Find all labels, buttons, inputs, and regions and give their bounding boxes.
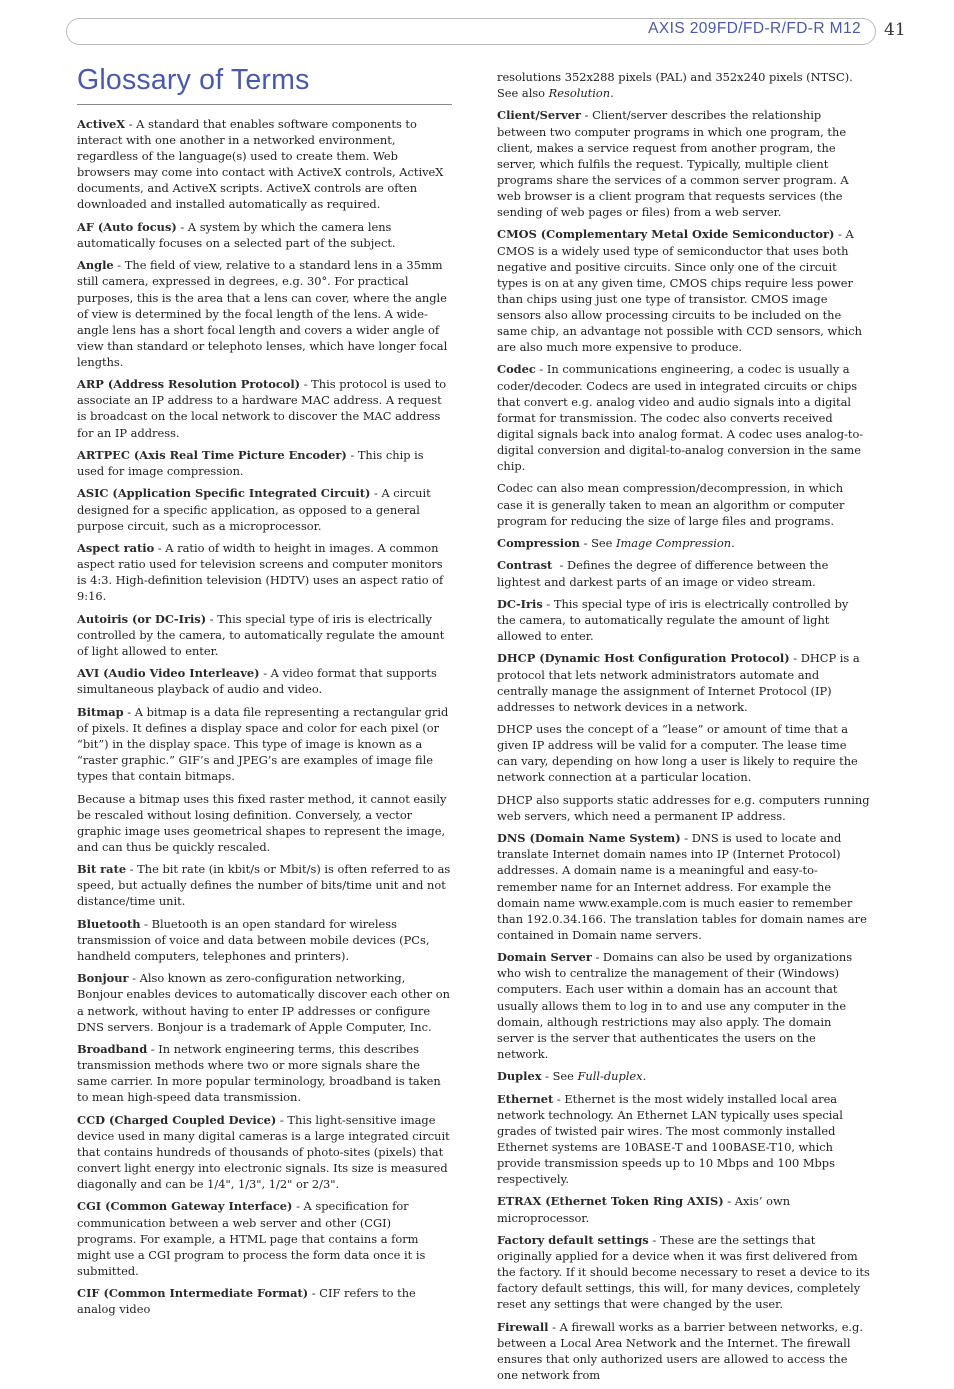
glossary-term: Autoiris (or DC-Iris) — [77, 611, 207, 626]
term-separator: - — [581, 108, 593, 123]
glossary-entry — [497, 650, 870, 714]
glossary-definition: See — [552, 1069, 578, 1084]
term-separator: - — [789, 651, 801, 666]
glossary-term: Firewall — [497, 1319, 549, 1334]
glossary-term: ARTPEC (Axis Real Time Picture Encoder) — [77, 447, 347, 462]
glossary-term: Bonjour — [77, 971, 129, 986]
glossary-entry — [497, 596, 870, 644]
term-separator: - — [591, 950, 603, 965]
glossary-definition: Codec can also mean compression/decompression, in which case it is generally taken to mean an algorithm or computer program for reducing the size of large files and programs. — [497, 481, 845, 528]
cross-reference: Resolution — [548, 86, 611, 101]
term-separator: - — [308, 1286, 320, 1301]
glossary-entry — [497, 1193, 870, 1225]
glossary-definition: See — [591, 536, 616, 551]
glossary-definition: A specification for communication between a web server and other (CGI) programs. For example, a HTML page that contains a form might use a CGI program to process the form data once it is submitted. — [77, 1199, 426, 1278]
term-separator: - — [346, 447, 358, 462]
glossary-term: CGI (Common Gateway Interface) — [77, 1199, 293, 1214]
term-separator: - — [113, 258, 125, 273]
glossary-entry — [77, 1112, 451, 1192]
glossary-entry — [77, 540, 451, 604]
glossary-definition: A circuit designed for a specific application, as opposed to a general purpose circuit, such as a microprocessor. — [77, 486, 431, 533]
glossary-entry — [497, 1319, 870, 1383]
glossary-entry — [497, 107, 870, 220]
glossary-definition: This light-sensitive image device used in many digital cameras is a large integrated circuit that contains hundreds of thousands of photo-sites (pixels) that convert light energy into electronic signals. Its size is measured diagonally and can be 1/4", 1/3", 1/2" or 2/3". — [77, 1112, 450, 1192]
glossary-entry — [77, 1198, 451, 1278]
term-separator: - — [147, 1042, 159, 1057]
glossary-entry — [497, 557, 870, 589]
glossary-term: Angle — [77, 258, 114, 273]
glossary-definition: The bit rate (in kbit/s or Mbit/s) is often referred to as speed, but actually defines the number of bits/time unit and not distance/time unit. — [77, 862, 451, 909]
term-separator: - — [140, 916, 152, 931]
glossary-term: DHCP (Dynamic Host Configuration Protocol) — [497, 651, 790, 666]
glossary-definition: This protocol is used to associate an IP address to a hardware MAC address. A request is broadcast on the local network to discover the MAC address for an IP address. — [77, 377, 447, 440]
glossary-term: ARP (Address Resolution Protocol) — [77, 377, 301, 392]
glossary-entry — [497, 792, 870, 824]
glossary-definition: Ethernet is the most widely installed local area network technology. An Ethernet LAN typically uses special grades of twisted pair wires. The most commonly installed Ethernet systems are 10BASE-T and 100BASE-T10, which provide transmission speeds up to 10 Mbps and 100 Mbps respectively. — [497, 1091, 843, 1187]
term-separator: - — [648, 1232, 660, 1247]
glossary-term: Compression — [497, 536, 580, 551]
glossary-definition: DHCP uses the concept of a “lease” or amount of time that a given IP address will be valid for a computer. The lease time can vary, depending on how long a user is likely to require the network connection at a particular location. — [497, 722, 858, 785]
glossary-entry — [77, 791, 451, 855]
glossary-entry — [77, 485, 451, 533]
glossary-entry — [77, 116, 451, 213]
glossary-entry — [497, 535, 870, 551]
glossary-term: ASIC (Application Specific Integrated Circuit) — [77, 486, 371, 501]
cross-reference: Image Compression — [615, 536, 732, 551]
glossary-definition: DHCP is a protocol that lets network administrators automate and centrally manage the assignment of Internet Protocol (IP) addresses to network devices in a network. — [497, 651, 860, 714]
term-separator: - — [723, 1194, 735, 1209]
glossary-term: Broadband — [77, 1042, 148, 1057]
glossary-entry — [497, 1232, 870, 1312]
glossary-entry — [77, 219, 451, 251]
page-number: 41 — [884, 20, 906, 40]
title-rule — [77, 104, 452, 105]
term-separator: - — [176, 219, 188, 234]
term-separator: - — [579, 536, 592, 551]
glossary-definition: A bitmap is a data file representing a rectangular grid of pixels. It defines a display space and color for each pixel (or “bit”) in the display space. This type of image is known as a “raster graphic.” GIF’s and JPEG’s are examples of image file types that contain bitmaps. — [77, 704, 449, 784]
glossary-definition: In communications engineering, a codec is usually a coder/decoder. Codecs are used in integrated circuits or chips that convert e.g. analog video and audio signals into a digital format for transmission. The codec also converts received digital signals back into analog format. A codec uses analog-to-digital conversion and digital-to-analog conversion in the same chip. — [497, 362, 864, 474]
term-separator: - — [535, 362, 547, 377]
glossary-entry — [77, 704, 451, 784]
glossary-term: ETRAX (Ethernet Token Ring AXIS) — [497, 1194, 724, 1209]
glossary-definition: resolutions 352x288 pixels (PAL) and 352x240 pixels (NTSC). See also — [497, 70, 853, 101]
page-title: Glossary of Terms — [77, 64, 310, 96]
glossary-term: ActiveX — [77, 117, 126, 131]
glossary-entry — [497, 69, 870, 101]
glossary-term: Domain Server — [497, 950, 592, 965]
glossary-definition: In network engineering terms, this describes transmission methods where two or more signals share the same carrier. In more popular terminology, broadband is taken to mean high-speed data transmission. — [77, 1042, 441, 1105]
glossary-entry — [77, 916, 451, 964]
glossary-term: CCD (Charged Coupled Device) — [77, 1112, 277, 1127]
glossary-entry — [497, 1091, 870, 1188]
glossary-definition: CIF refers to the analog video — [77, 1286, 416, 1317]
term-separator: - — [125, 117, 137, 131]
term-separator: - — [154, 541, 166, 556]
glossary-definition: DNS is used to locate and translate Internet domain names into IP (Internet Protocol) addresses. A domain name is a meaningful and easy-to-remember name for an Internet address. For example the domain name www.example.com is much easier to remember than 192.0.34.166. The translation tables for domain names are contained in Domain name servers. — [497, 831, 867, 942]
glossary-column-left — [77, 116, 451, 1324]
term-separator: - — [276, 1112, 288, 1127]
term-separator: - — [128, 971, 140, 986]
glossary-definition: A CMOS is a widely used type of semiconductor that uses both negative and positive circuits. Since only one of the circuit types is on at any given time, CMOS chips require less power than chips using just one type of transistor. CMOS image sensors also allow processing circuits to be included on the same chip, an advantage not possible with CCD sensors, which are also much more expensive to produce. — [497, 227, 862, 355]
glossary-term: Factory default settings — [497, 1232, 649, 1247]
term-separator: - — [126, 862, 138, 877]
glossary-term: Contrast — [497, 558, 553, 573]
glossary-entry — [497, 480, 870, 528]
glossary-definition: A ratio of width to height in images. A common aspect ratio used for television screens and computer monitors is 4:3. High-definition television (HDTV) uses an aspect ratio of 9:16. — [77, 541, 444, 604]
term-separator: - — [292, 1199, 304, 1214]
glossary-definition: A standard that enables software components to interact with one another in a networked environment, regardless of the language(s) used to create them. Web browsers may come into contact with ActiveX controls, ActiveX documents, and ActiveX scripts. ActiveX controls are often downloaded and installed automatically as required. — [77, 117, 444, 212]
term-separator: - — [123, 704, 135, 719]
glossary-definition: Defines the degree of difference between the lightest and darkest parts of an image or video stream. — [497, 558, 829, 589]
glossary-definition: Also known as zero-configuration networking, Bonjour enables devices to automatically discover each other on a network, without having to enter IP addresses or configure DNS servers. Bonjour is a trademark of Apple Computer, Inc. — [77, 971, 450, 1034]
term-separator: - — [300, 377, 312, 392]
glossary-term: Ethernet — [497, 1091, 554, 1106]
glossary-term: Client/Server — [497, 108, 582, 123]
cross-reference-tail: . — [642, 1069, 647, 1084]
glossary-definition: DHCP also supports static addresses for e.g. computers running web servers, which need a permanent IP address. — [497, 792, 870, 823]
glossary-term: CMOS (Complementary Metal Oxide Semiconductor) — [497, 227, 835, 242]
glossary-definition: A video format that supports simultaneous playback of audio and video. — [77, 666, 437, 697]
glossary-entry — [497, 830, 870, 943]
glossary-term: DNS (Domain Name System) — [497, 831, 681, 846]
glossary-entry — [77, 665, 451, 697]
glossary-entry — [77, 447, 451, 479]
glossary-column-right — [497, 69, 870, 1389]
cross-reference: Full-duplex — [577, 1069, 643, 1084]
glossary-entry — [77, 970, 451, 1034]
glossary-definition: Domains can also be used by organizations who wish to centralize the management of their (Windows) computers. Each user within a domain has an account that usually allows them to log in to and use any computer in the domain, although restrictions may also apply. The domain server is the server that authenticates the users on the network. — [497, 950, 853, 1061]
term-separator: - — [548, 1319, 560, 1334]
glossary-entry — [77, 376, 451, 440]
glossary-definition: This special type of iris is electrically controlled by the camera, to automatically regulate the amount of light allowed to enter. — [497, 596, 849, 644]
term-separator: - — [834, 227, 846, 242]
glossary-entry — [77, 611, 451, 659]
glossary-entry — [497, 361, 870, 474]
glossary-entry — [77, 1285, 451, 1317]
glossary-term: Aspect ratio — [77, 541, 155, 556]
product-name: AXIS 209FD/FD-R/FD-R M12 — [648, 20, 861, 37]
glossary-definition: This special type of iris is electrically controlled by the camera, to automatically regulate the amount of light allowed to enter. — [77, 611, 445, 658]
glossary-term: Codec — [497, 362, 536, 377]
glossary-entry — [497, 226, 870, 355]
glossary-term: AVI (Audio Video Interleave) — [77, 666, 260, 681]
glossary-entry — [77, 1041, 451, 1105]
glossary-term: Bluetooth — [77, 916, 141, 931]
glossary-term: Bitmap — [77, 704, 124, 719]
glossary-term: AF (Auto focus) — [77, 219, 177, 234]
glossary-definition: A system by which the camera lens automatically focuses on a selected part of the subject. — [77, 219, 396, 250]
glossary-entry — [497, 949, 870, 1062]
glossary-term: CIF (Common Intermediate Format) — [77, 1286, 309, 1301]
term-separator: - — [541, 1069, 553, 1084]
glossary-definition: These are the settings that originally applied for a device when it was first delivered from the factory. If it should become necessary to reset a device to its factory default settings, this will, for many devices, completely reset any settings that were changed by the user. — [497, 1232, 870, 1312]
term-separator: - — [553, 1091, 565, 1106]
term-separator: - — [259, 666, 271, 681]
term-separator: - — [552, 558, 567, 573]
glossary-term: DC-Iris — [497, 596, 543, 611]
glossary-entry — [77, 257, 451, 370]
glossary-definition: Because a bitmap uses this fixed raster method, it cannot easily be rescaled without losing definition. Conversely, a vector graphic image uses geometrical shapes to represent the image, and can thus be quickly rescaled. — [77, 791, 447, 854]
glossary-definition: The field of view, relative to a standard lens in a 35mm still camera, expressed in degrees, e.g. 30°. For practical purposes, this is the area that a lens can cover, where the angle of view is determined by the focal length of the lens. A wide-angle lens has a short focal length and covers a wider angle of view than standard or telephoto lenses, which have longer focal lengths. — [77, 258, 448, 369]
glossary-definition: Client/server describes the relationship between two computer programs in which one program, the client, makes a service request from another program, the server, which fulfils the request. Typically, multiple client programs share the services of a common server program. A web browser is a client program that requests services (the sending of web pages or files) from a web server. — [497, 108, 849, 220]
term-separator: - — [206, 611, 218, 626]
glossary-term: Bit rate — [77, 862, 127, 877]
term-separator: - — [680, 831, 692, 846]
glossary-term: Duplex — [497, 1069, 542, 1084]
glossary-definition: A firewall works as a barrier between networks, e.g. between a Local Area Network and the Internet. The firewall ensures that only authorized users are allowed to access the one network from — [497, 1319, 863, 1382]
glossary-definition: Bluetooth is an open standard for wireless transmission of voice and data between mobile devices (PCs, handheld computers, telephones and printers). — [77, 916, 430, 963]
glossary-definition: This chip is used for image compression. — [77, 447, 424, 479]
glossary-definition: Axis’ own microprocessor. — [497, 1194, 791, 1225]
cross-reference-tail: . — [731, 536, 735, 551]
glossary-entry — [77, 861, 451, 909]
term-separator: - — [370, 486, 382, 501]
glossary-entry — [497, 1068, 870, 1084]
cross-reference-tail: . — [610, 86, 614, 101]
term-separator: - — [542, 596, 554, 611]
glossary-entry — [497, 721, 870, 785]
